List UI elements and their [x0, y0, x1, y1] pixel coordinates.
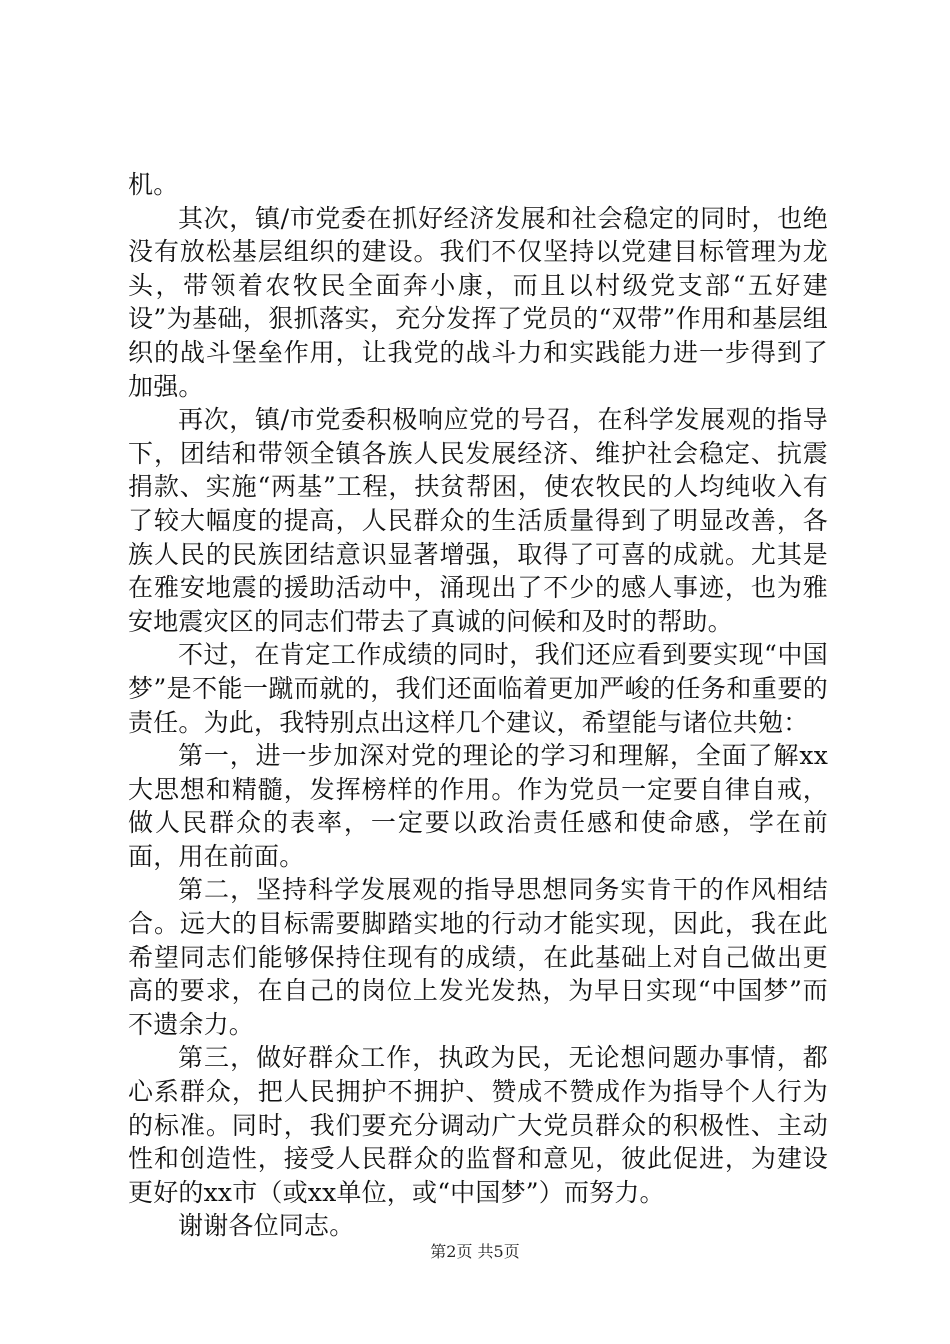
paragraph-closing-thanks: 谢谢各位同志。	[178, 1211, 355, 1241]
paragraph-suggestion-second: 第二，坚持科学发展观的指导思想同务实肯干的作风相结合。远大的目标需要脚踏实地的行动才能实现，因此，我在此希望同志们能够保持住现有的成绩，在此基础上对自己做出更高的要求，在自己的岗位上发光发热，为早日实现“中国梦”而不遗余力。	[128, 875, 828, 1039]
page-number-footer: 第2页 共5页	[430, 1242, 520, 1261]
paragraph-continuation: 机。	[128, 170, 179, 199]
paragraph-suggestions-intro: 不过，在肯定工作成绩的同时，我们还应看到要实现“中国梦”是不能一蹴而就的，我们还面临着更加严峻的任务和重要的责任。为此，我特别点出这样几个建议，希望能与诸位共勉：	[128, 640, 828, 737]
document-body	[128, 168, 828, 1243]
paragraph-development-achievements: 再次，镇/市党委积极响应党的号召，在科学发展观的指导下，团结和带领全镇各族人民发展经济、维护社会稳定、抗震捐款、实施“两基”工程，扶贫帮困，使农牧民的人均纯收入有了较大幅度的提高，人民群众的生活质量得到了明显改善，各族人民的民族团结意识显著增强，取得了可喜的成就。尤其是在雅安地震的援助活动中，涌现出了不少的感人事迹，也为雅安地震灾区的同志们带去了真诚的问候和及时的帮助。	[128, 405, 828, 636]
paragraph-suggestion-first: 第一，进一步加深对党的理论的学习和理解，全面了解xx大思想和精髓，发挥榜样的作用。作为党员一定要自律自戒，做人民群众的表率，一定要以政治责任感和使命感，学在前面，用在前面。	[128, 741, 828, 871]
paragraph-grassroots-organization: 其次，镇/市党委在抓好经济发展和社会稳定的同时，也绝没有放松基层组织的建设。我们不仅坚持以党建目标管理为龙头，带领着农牧民全面奔小康，而且以村级党支部“五好建设”为基础，狠抓落实，充分发挥了党员的“双带”作用和基层组织的战斗堡垒作用，让我党的战斗力和实践能力进一步得到了加强。	[128, 203, 828, 401]
paragraph-suggestion-third: 第三，做好群众工作，执政为民，无论想问题办事情，都心系群众，把人民拥护不拥护、赞成不赞成作为指导个人行为的标准。同时，我们要充分调动广大党员群众的积极性、主动性和创造性，接受人民群众的监督和意见，彼此促进，为建设更好的xx市（或xx单位，或“中国梦”）而努力。	[128, 1043, 828, 1207]
